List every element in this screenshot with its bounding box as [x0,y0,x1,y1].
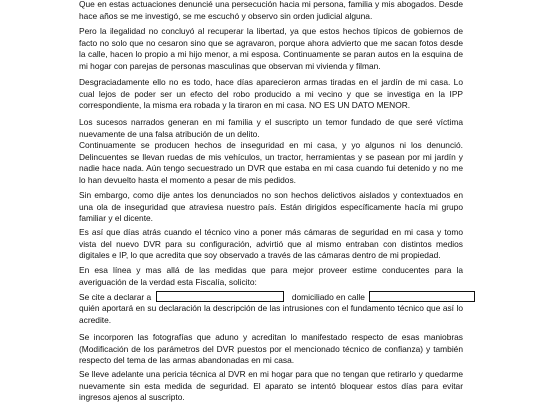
paragraph-directed: Sin embargo, como dije antes los denunciados no son hechos delictivos aislados y contextuados en una ola de inseguridad que atraviesa nuestro país. Están dirigidos específicamente hacía mi grupo familiar y el dicente. [79,190,463,224]
paragraph-illegality: Pero la ilegalidad no concluyó al recuperar la libertad, ya que estos hechos típicos de gobiernos de facto no solo que no cesaron sino que se agravaron, porque ahora advierto que me sacan fotos desde la calle, hacen lo propio a mi hijo menor, a mi esposa. Continuamente se paran autos en la esquina de mi hogar con parejas de personas masculinas que observan mi vivienda y filman. [79,26,463,71]
paragraph-insecurity: Continuamente se producen hechos de inseguridad en mi casa, y yo algunos ni los denunció. Delincuentes se llevan ruedas de mis vehículos, un tractor, herramientas y se pasean por mi jardín y nadie hace nada. Aún tengo secuestrado un DVR que estaba en mi casa cuando fui detenido y no me lo han devuelto hasta el momento a pesar de mis pedidos. [79,140,463,185]
witness-name-field[interactable] [156,291,284,302]
paragraph-weapons: Desgraciadamente ello no es todo, hace días aparecieron armas tiradas en el jardín de mi casa. Lo cual lejos de poder ser un efecto del robo producido a mi vecino y que se investiga en la IPP correspondiente, la misma era robada y la tiraron en mi casa. NO ES UN DATO MENOR. [79,77,463,111]
paragraph-fear: Los sucesos narrados generan en mi familia y el suscripto un temor fundado de que seré víctima nuevamente de una falsa atribución de un delito. [79,117,463,139]
paragraph-photographs: Se incorporen las fotografías que aduno y acreditan lo manifestado respecto de esas maniobras (Modificación de los parámetros del DVR puestos por el mencionado técnico de confianza) y también respecto del tema de las armas abandonadas en mi casa. [79,332,463,366]
street-address-field[interactable] [369,291,475,302]
request-middle: domiciliado en calle [291,292,365,302]
paragraph-request-intro: En esa línea y mas allá de las medidas que para mejor proveer estime conducentes para la averiguación de la verdad esta Fiscalía, solicito: [79,265,463,287]
paragraph-request-continuation: quién aportará en su declaración la descripción de las intrusiones con el fundamento técnico que así lo acredite. [79,303,463,325]
paragraph-persecution: Que en estas actuaciones denuncié una persecución hacia mi persona, familia y mis abogados. Desde hace años se me investigó, se me escuchó y observo sin orden judicial alguna. [79,0,463,21]
request-prefix: Se cite a declarar a [79,292,152,302]
request-line [79,291,463,304]
paragraph-technician: Es así que días atrás cuando el técnico vino a poner más cámaras de seguridad en mi casa y tomo vista del nuevo DVR para su configuración, advirtió que al mismo entraban con distintos medios digitales e IP, lo que acredita que soy observado a través de las cámaras dentro de mi propiedad. [79,227,463,261]
paragraph-dvr-expertise: Se lleve adelante una pericia técnica al DVR en mi hogar para que no tengan que retirarlo y quedarme nuevamente sin esta medida de seguridad. El aparato se intentó bloquear estos días para evitar ingresos ajenos al suscripto. [79,369,463,403]
